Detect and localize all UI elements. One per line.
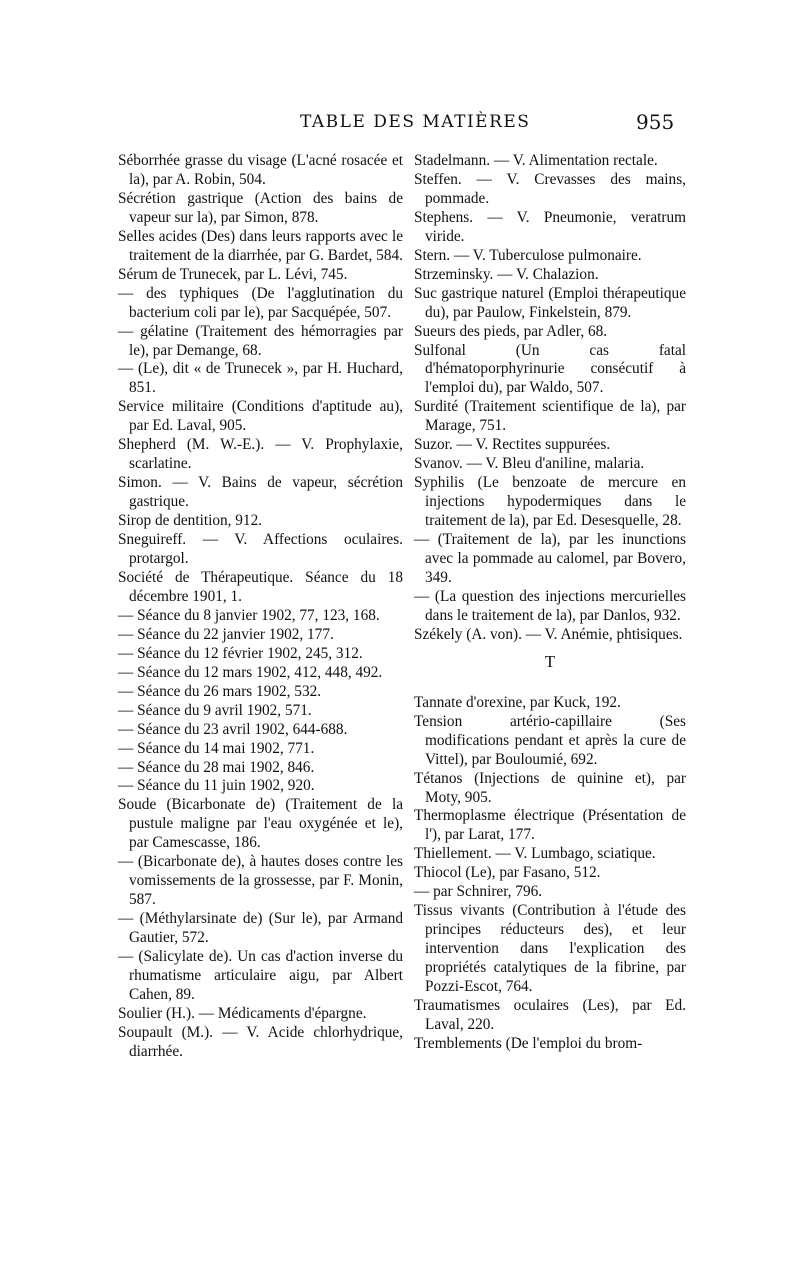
index-entry: — Séance du 8 janvier 1902, 77, 123, 168. — [118, 606, 380, 624]
index-entry: — par Schnirer, 796. — [414, 883, 543, 901]
index-entry: Shepherd (M. W.-E.). — V. Prophylaxie, scarlatine. — [118, 436, 403, 473]
index-entry: Svanov. — V. Bleu d'aniline, malaria. — [414, 455, 645, 473]
index-entry: Surdité (Traitement scientifique de la), par Marage, 751. — [414, 398, 686, 435]
index-entry: — (La question des injections mercurielles dans le traitement de la), par Danlos, 932. — [414, 587, 686, 624]
index-entry: — (Traitement de la), par les inunctions avec la pommade au calomel, par Bovero, 349. — [414, 531, 686, 586]
right-column — [414, 152, 686, 1054]
page-header — [0, 112, 800, 142]
left-column — [118, 152, 403, 1062]
index-entry: Stephens. — V. Pneumonie, veratrum viride. — [414, 208, 686, 245]
index-entry: Sneguireff. — V. Affections oculaires. protargol. — [118, 531, 403, 568]
index-entry: Strzeminsky. — V. Chalazion. — [414, 265, 599, 283]
index-entry: Tremblements (De l'emploi du brom- — [414, 1034, 643, 1052]
index-entry: — (Salicylate de). Un cas d'action inverse du rhumatisme articulaire aigu, par Albert Cahen, 89. — [118, 948, 403, 1003]
index-entry: — Séance du 12 mars 1902, 412, 448, 492. — [118, 663, 383, 681]
index-entry: Székely (A. von). — V. Anémie, phtisiques. — [414, 625, 683, 643]
index-entry: — Séance du 11 juin 1902, 920. — [118, 777, 315, 795]
index-entry: Syphilis (Le benzoate de mercure en injections hypodermiques dans le traitement de la), par Ed. Desesquelle, 28. — [414, 474, 686, 530]
index-entry: Steffen. — V. Crevasses des mains, pommade. — [414, 170, 686, 207]
section-letter: T — [544, 651, 556, 671]
running-title: TABLE DES MATIÈRES — [300, 112, 531, 132]
index-entry: Soude (Bicarbonate de) (Traitement de la pustule maligne par l'eau oxygénée et le), par Camescasse, 186. — [118, 796, 403, 852]
index-entry: Sirop de dentition, 912. — [118, 512, 263, 530]
index-entry: — gélatine (Traitement des hémorragies par le), par Demange, 68. — [118, 322, 403, 359]
index-entry: — (Méthylarsinate de) (Sur le), par Armand Gautier, 572. — [118, 910, 403, 947]
index-entry: Simon. — V. Bains de vapeur, sécrétion gastrique. — [118, 474, 403, 511]
index-entry: Sueurs des pieds, par Adler, 68. — [414, 322, 608, 340]
index-entry: Tissus vivants (Contribution à l'étude des principes réducteurs des), et leur intervention dans l'explication des propriétés catalytiques de la fibrine, par Pozzi-Escot, 764. — [414, 902, 686, 996]
index-entry: Soulier (H.). — Médicaments d'épargne. — [118, 1004, 367, 1022]
index-entry: — Séance du 22 janvier 1902, 177. — [118, 625, 334, 643]
index-entry: Service militaire (Conditions d'aptitude au), par Ed. Laval, 905. — [118, 398, 403, 435]
index-entry: — Séance du 28 mai 1902, 846. — [118, 758, 315, 776]
index-entry: Société de Thérapeutique. Séance du 18 décembre 1901, 1. — [118, 568, 403, 605]
index-entry: Thermoplasme électrique (Présentation de l'), par Larat, 177. — [414, 807, 686, 844]
index-entry: Tannate d'orexine, par Kuck, 192. — [414, 693, 621, 711]
index-entry: — (Bicarbonate de), à hautes doses contre les vomissements de la grossesse, par F. Monin, 587. — [118, 853, 403, 909]
index-entry: Suzor. — V. Rectites suppurées. — [414, 436, 611, 454]
index-entry: — des typhiques (De l'agglutination du bacterium coli par le), par Sacquépée, 507. — [118, 284, 403, 321]
index-entry: — (Le), dit « de Trunecek », par H. Huchard, 851. — [118, 360, 403, 397]
index-entry: Sécrétion gastrique (Action des bains de vapeur sur la), par Simon, 878. — [118, 189, 403, 226]
index-entry: — Séance du 14 mai 1902, 771. — [118, 739, 315, 757]
index-entry: Thiocol (Le), par Fasano, 512. — [414, 864, 601, 882]
index-entry: — Séance du 9 avril 1902, 571. — [118, 701, 312, 719]
index-entry: Traumatismes oculaires (Les), par Ed. Laval, 220. — [414, 996, 686, 1033]
index-entry: Suc gastrique naturel (Emploi thérapeutique du), par Paulow, Finkelstein, 879. — [414, 284, 686, 321]
index-entry: Tétanos (Injections de quinine et), par Moty, 905. — [414, 769, 686, 806]
index-entry: Sulfonal (Un cas fatal d'hématoporphyrinurie consécutif à l'emploi du), par Waldo, 507. — [414, 341, 686, 397]
index-entry: Stern. — V. Tuberculose pulmonaire. — [414, 246, 642, 264]
index-entry: Soupault (M.). — V. Acide chlorhydrique, diarrhée. — [118, 1023, 403, 1060]
page-number: 955 — [636, 110, 675, 134]
index-entry: Stadelmann. — V. Alimentation rectale. — [414, 152, 658, 169]
index-entry: — Séance du 26 mars 1902, 532. — [118, 682, 322, 700]
index-entry: — Séance du 12 février 1902, 245, 312. — [118, 644, 363, 662]
index-entry: — Séance du 23 avril 1902, 644-688. — [118, 720, 348, 738]
index-entry: Selles acides (Des) dans leurs rapports avec le traitement de la diarrhée, par G. Bardet, 584. — [118, 227, 403, 264]
index-entry: Thiellement. — V. Lumbago, sciatique. — [414, 845, 656, 863]
index-entry: Sérum de Trunecek, par L. Lévi, 745. — [118, 265, 348, 283]
index-entry: Séborrhée grasse du visage (L'acné rosacée et la), par A. Robin, 504. — [118, 152, 403, 188]
index-entry: Tension artério-capillaire (Ses modifications pendant et après la cure de Vittel), par Bouloumié, 692. — [414, 712, 686, 768]
